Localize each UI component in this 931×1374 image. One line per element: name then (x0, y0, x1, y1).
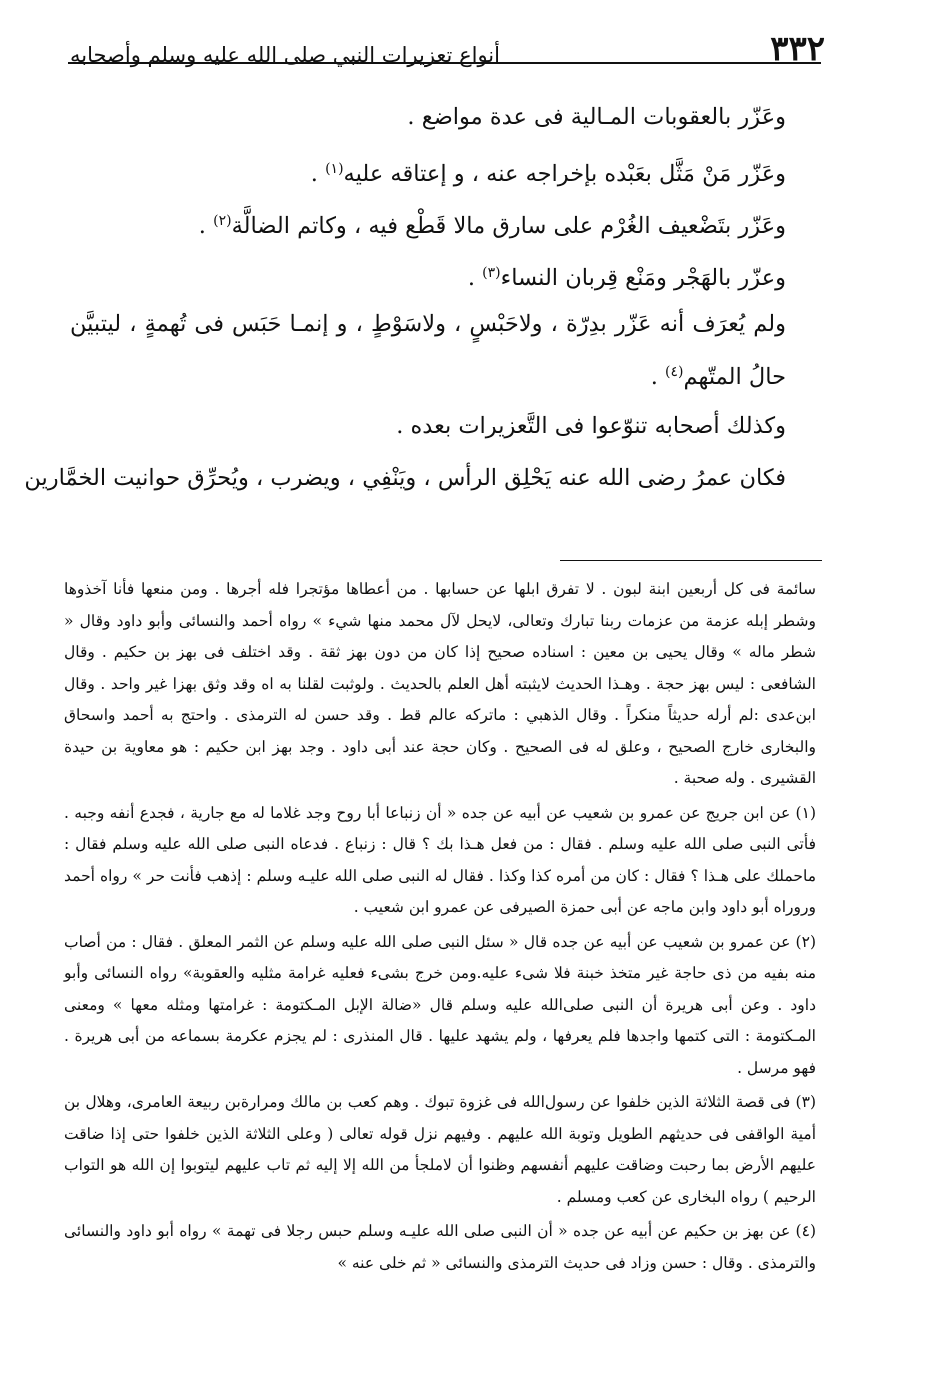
page-number: ٣٣٢ (770, 29, 825, 69)
footnote-1: (١) عن ابن جريج عن عمرو بن شعيب عن أبيه عن جده « أن زنباعا أبا روح وجد غلاما له مع جارية ، فجدع أنفه وجبه . فأتى النبى صلى الله عليه وسلم . فقال : من فعل هـذا بك ؟ قال : زنباع . فدعاه النبى صلى الله عليه وسلم فقال : ماحملك على هـذا ؟ فقال : كان من أمره كذا وكذا . فقال له النبى صلى الله عليـه وسلم : إذهب فأنت حر » رواه أحمد وروراه أبو داود وابن ماجه عن أبى حمزة الصيرفى عن عمرو ابن شعيب . (64, 803, 816, 916)
footnote-4: (٤) عن بهز بن حكيم عن أبيه عن جده « أن النبى صلى الله عليـه وسلم حبس رجلا فى تهمة » رواه أبو داود والنسائى والترمذى . وقال : حسن وزاد فى حديث الترمذى والنسائى « ثم خلى عنه » (64, 1222, 816, 1272)
body-line-4: وعزّر بالهَجْر ومَنْع قِربان النساء$^{(٣)}$ . (467, 265, 786, 291)
footnote-ref-2: (٢) (213, 213, 232, 229)
footnote-rule (560, 560, 822, 561)
main-text (24, 92, 786, 505)
footnote-continuation: سائمة فى كل أربعين ابنة لبون . لا تفرق ابلها عن حسابها . من أعطاها مؤتجرا فله أجرها . ومن منعها فأنا آخذوها وشطر إبله عزمة من عزمات ربنا تبارك وتعالى، لايحل لآل محمد منها شيء » رواه أحمد والنسائى وأبو داود وقال « شطر ماله » وقال يحيى بن معين : اسناده صحيح إذا كان من دون بهز ثقة . وقد اختلف فى بهز بن حكيم . وقال الشافعى : ليس بهز حجة . وهـذا الحديث لايثبته أهل العلم بالحديث . ولوثبت لقلنا به اه وقد وثق بهزا غير واحد . وقال ابن‌عدى :لم أرله حديثاً منكراً . وقال الذهبي : ماتركه عالم قط . وقد حسن له الترمذى . واحتج به أحمد واسحاق والبخارى خارج الصحيح ، وعلق له فى الصحيح . وكان حجة عند أبى داود . وجد بهز ابن حكيم : هو معاوية بن حيدة القشيرى . وله صحبة . (64, 580, 816, 787)
footnote-2: (٢) عن عمرو بن شعيب عن أبيه عن جده قال « سئل النبى صلى الله عليه وسلم عن الثمر المعلق . فقال : من أصاب منه بفيه من ذى حاجة غير متخذ خبنة فلا شىء عليه.ومن خرج بشىء فعليه غرامة مثليه والعقوبة» رواه النسائى وأبو داود . وعن أبى هريرة أن النبى صلى‌الله عليه وسلم قال «ضالة الإبل المـكتومة : غرامتها ومثله معها » ومعنى المـكتومة : التى كتمها واجدها فلم يعرفها ، ولم يشهد عليها . قال المنذرى : لم يجزم عكرمة بسماعه من أبى هريرة . فهو مرسل . (64, 932, 816, 1077)
body-line-3: وعَزّر بتَضْعيف الغُرْم على سارق مالا قَطْع فيه ، وكاتم الضالَّة$^{(٢)}$ . (198, 213, 786, 239)
footnotes (64, 574, 816, 1279)
running-title: أنواع تعزيرات النبي صلى الله عليه وسلم وأصحابه (70, 43, 500, 67)
footnote-ref-4: (٤) (665, 364, 684, 380)
footnote-ref-1: (١) (325, 161, 344, 177)
body-line-1: وعَزّر بالعقوبات المـالية فى عدة مواضع . (407, 104, 786, 130)
footnote-ref-3: (٣) (482, 265, 501, 281)
body-line-2: وعَزّر مَنْ مَثَّل بعَبْده بإخراجه عنه ، و إعتاقه عليه$^{(١)}$ . (310, 161, 786, 187)
footnote-3: (٣) فى قصة الثلاثة الذين خلفوا عن رسول‌الله فى غزوة تبوك . وهم كعب بن مالك ومرارة‌بن ربيعة العامرى، وهلال بن أمية الواقفى فى حديثهم الطويل وتوبة الله عليهم . وفيهم نزل قوله تعالى ( وعلى الثلاثة الذين خلفوا حتى إذا ضاقت عليهم الأرض بما رحبت وضاقت عليهم أنفسهم وظنوا أن لاملجأ من الله إلا إليه ثم تاب عليهم ليتوبوا إن الله هو التواب الرحيم ) رواه البخارى عن كعب ومسلم . (64, 1093, 816, 1206)
body-line-7: فكان عمرُ رضى الله عنه يَحْلِق الرأس ، ويَنْفِي ، ويضرب ، ويُحرِّق حوانيت الخمَّارين (24, 465, 786, 491)
body-line-6: وكذلك أصحابه تنوّعوا فى التَّعزيرات بعده . (396, 413, 786, 439)
header-rule (68, 62, 821, 64)
page-header (60, 14, 825, 69)
body-paragraph-5: ولم يُعرَف أنه عَزّر بدِرّة ، ولاحَبْسٍ ، ولاسَوْطٍ ، و إنمـا حَبَس فى تُهمةٍ ، ليتبيَّن حالُ المتّهم$^{(٤)}$ . (70, 311, 786, 390)
